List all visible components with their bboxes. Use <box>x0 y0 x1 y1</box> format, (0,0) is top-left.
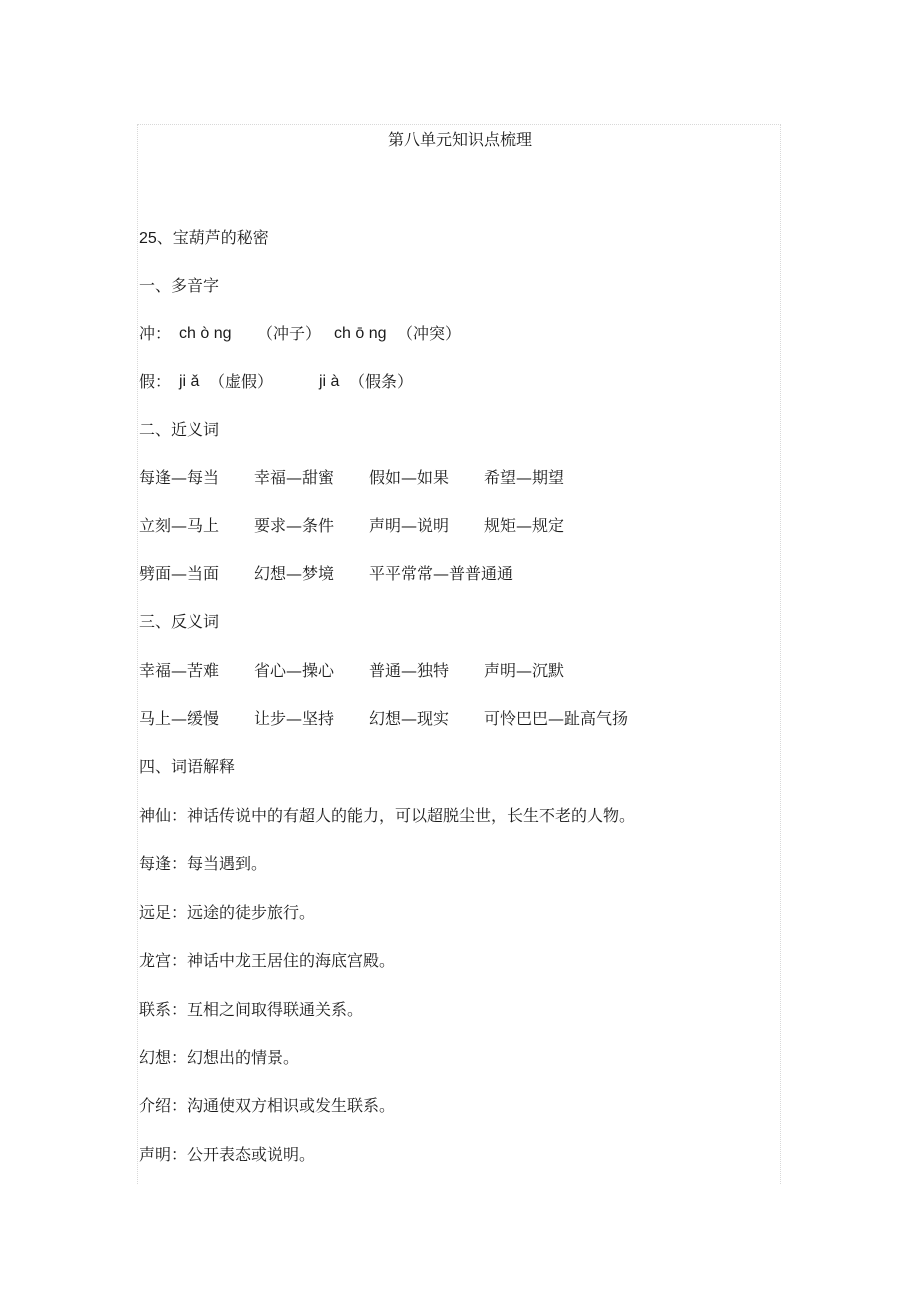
word-pair: 每逢—每当 <box>139 468 220 487</box>
example-word: （虚假） <box>209 372 274 391</box>
lesson-heading <box>139 228 269 249</box>
pinyin: ji ǎ <box>179 373 200 390</box>
word-pair: 规矩—规定 <box>484 516 565 535</box>
lesson-number: 25 <box>139 230 157 247</box>
definition-item: 幻想：幻想出的情景。 <box>139 1048 300 1067</box>
word-pair: 希望—期望 <box>484 468 565 487</box>
pinyin: ji à <box>319 373 340 390</box>
definition-item: 每逢：每当遇到。 <box>139 854 268 873</box>
word-pair: 立刻—马上 <box>139 516 220 535</box>
section-heading-synonyms: 二、近义词 <box>139 420 220 439</box>
word-pair: 幻想—梦境 <box>254 564 335 583</box>
definition-item: 远足：远途的徒步旅行。 <box>139 903 316 922</box>
word-pair: 要求—条件 <box>254 516 335 535</box>
definition-item: 联系：互相之间取得联通关系。 <box>139 1000 364 1019</box>
polyphonic-row-chong <box>139 324 462 344</box>
word-pair: 声明—沉默 <box>484 661 565 680</box>
word-pair: 马上—缓慢 <box>139 709 220 728</box>
word-pair: 声明—说明 <box>369 516 450 535</box>
page-title: 第八单元知识点梳理 <box>387 130 532 149</box>
word-pair: 普通—独特 <box>369 661 450 680</box>
word-pair: 幻想—现实 <box>369 709 450 728</box>
polyphonic-row-jia <box>139 372 414 392</box>
lesson-name: 、宝葫芦的秘密 <box>156 228 269 247</box>
word-pair: 让步—坚持 <box>254 709 335 728</box>
polyphonic-char: 冲： <box>139 324 172 343</box>
word-pair: 假如—如果 <box>369 468 450 487</box>
pinyin: ch ò ng <box>179 325 232 342</box>
section-heading-definitions: 四、词语解释 <box>139 757 236 776</box>
word-pair: 幸福—甜蜜 <box>254 468 335 487</box>
example-word: （假条） <box>349 372 414 391</box>
word-pair: 省心—操心 <box>254 661 335 680</box>
polyphonic-char: 假： <box>139 372 172 391</box>
definition-item: 龙宫：神话中龙王居住的海底宫殿。 <box>139 951 396 970</box>
word-pair: 劈面—当面 <box>139 564 220 583</box>
word-pair: 平平常常—普普通通 <box>369 564 514 583</box>
example-word: （冲子） <box>257 324 322 343</box>
definition-item: 介绍：沟通使双方相识或发生联系。 <box>139 1096 396 1115</box>
word-pair: 幸福—苦难 <box>139 661 220 680</box>
pinyin: ch ō ng <box>334 325 387 342</box>
word-pair: 可怜巴巴—趾高气扬 <box>484 709 629 728</box>
section-heading-antonyms: 三、反义词 <box>139 612 220 631</box>
page-frame <box>137 124 781 1184</box>
definition-item: 神仙：神话传说中的有超人的能力，可以超脱尘世，长生不老的人物。 <box>139 806 636 825</box>
definition-item: 声明：公开表态或说明。 <box>139 1145 316 1164</box>
example-word: （冲突） <box>397 324 462 343</box>
section-heading-polyphonic: 一、多音字 <box>139 276 220 295</box>
